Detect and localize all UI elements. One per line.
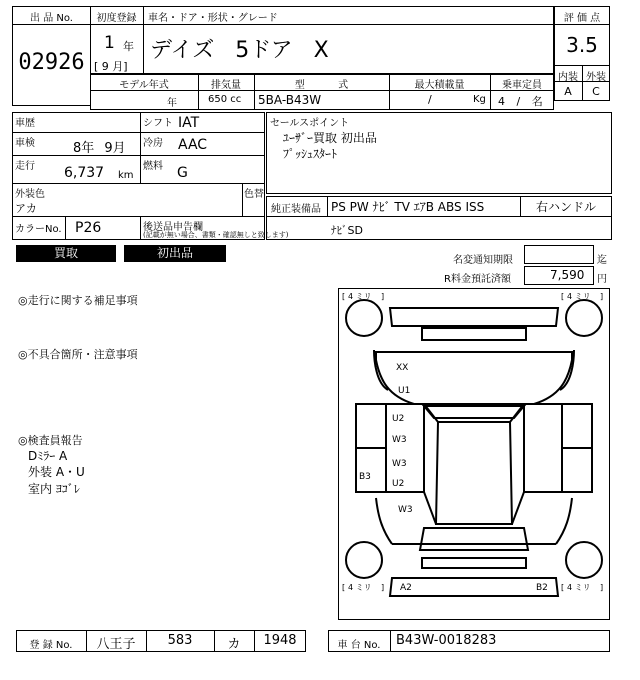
inspection-label: 車検 [15, 138, 35, 149]
ac-value: AAC [178, 137, 208, 153]
first-reg-year: 1 [104, 33, 115, 53]
exterior-grade: C [592, 85, 600, 98]
car-name-label: 車名・ドア・形状・グレード [148, 13, 278, 24]
equipment-value: PS PW ﾅﾋﾞ TV ｴｱB ABS ISS [331, 200, 485, 214]
displacement-label: 排気量 [211, 80, 241, 91]
inspector-line-2: 外装 A・U [28, 465, 85, 479]
wheel-front-right [566, 300, 602, 336]
plate-label: 登 録 No. [29, 640, 73, 651]
handle-value: 右ハンドル [535, 200, 596, 214]
score-value: 3.5 [566, 33, 598, 57]
interior-label: 内装 [558, 72, 578, 83]
inspector-line-3: 室内 ﾖｺﾞﾚ [28, 482, 80, 496]
sales-point-2: ﾌﾟｯｼｭｽﾀｰﾄ [283, 147, 338, 161]
rear-window [420, 528, 528, 550]
color-no-label: カラーNo. [15, 224, 62, 235]
svg-text:[: [ [342, 583, 346, 592]
svg-text:]: ] [381, 583, 385, 592]
mark-b3: B3 [359, 472, 371, 482]
extra-equipment: ﾅﾋﾞSD [331, 224, 363, 237]
tire-label-rear-right [561, 583, 603, 592]
max-load-label: 最大積載量 [414, 80, 465, 91]
mileage-label: 走行 [15, 161, 35, 172]
front-bumper [390, 308, 558, 326]
capacity: 4 / 名 [498, 95, 543, 108]
wheel-rear-left [346, 542, 382, 578]
tire-text-fl: 4 ミリ [348, 292, 372, 301]
plate-number: 1948 [263, 633, 297, 648]
mark-xx: XX [396, 363, 409, 373]
score-label: 評 価 点 [563, 13, 601, 24]
plate-kana: カ [227, 637, 241, 652]
type-label: 型 式 [294, 80, 349, 91]
defects-label: ◎不具合箇所・注意事項 [18, 348, 138, 361]
mark-w3-rear: W3 [398, 505, 413, 515]
model-year-label: モデル年式 [119, 80, 169, 91]
roof-rear-bar-r [512, 492, 524, 524]
front-grille [422, 328, 526, 340]
model-year-unit: 年 [167, 98, 177, 109]
ext-color-label: 外装色 [15, 189, 45, 200]
side-left-rear [356, 448, 386, 492]
svg-text:]: ] [600, 583, 604, 592]
wheel-rear-right [566, 542, 602, 578]
sales-point-1: ﾕｰｻﾞｰ買取 初出品 [283, 131, 377, 145]
driving-notes-label: ◎走行に関する補足事項 [18, 294, 138, 307]
plate-region: 八王子 [96, 637, 136, 652]
svg-text:[: [ [561, 583, 565, 592]
post-declare-label: 後送品申告欄 [143, 222, 203, 233]
mileage-value: 6,737 [64, 165, 105, 181]
sales-point-label: セールスポイント [270, 118, 350, 129]
hood-outline [376, 352, 572, 404]
mark-w3-front: W3 [392, 435, 407, 445]
svg-text:]: ] [600, 292, 604, 301]
svg-text:[: [ [561, 292, 565, 301]
capacity-label: 乗車定員 [502, 80, 542, 91]
first-reg-year-unit: 年 [123, 40, 134, 53]
inspection-value: 8年 9月 [73, 141, 126, 156]
plate-class: 583 [167, 633, 193, 648]
max-load-unit: Kg [473, 94, 486, 105]
mark-a2: A2 [400, 583, 412, 593]
exterior-label: 外装 [586, 72, 606, 83]
roof-panel [436, 422, 512, 524]
name-change-label: 名変通知期限 [453, 255, 513, 266]
car-name: デイズ 5ドア X [150, 38, 329, 63]
tire-text-fr: 4 ミリ [567, 292, 591, 301]
wheel-front-left [346, 300, 382, 336]
name-change-box [524, 245, 594, 264]
fuel-value: G [177, 165, 188, 181]
mark-w3-mid: W3 [392, 459, 407, 469]
lot-number-label: 出 品 No. [30, 13, 73, 24]
tire-label-rear-left [342, 583, 384, 592]
chassis-number: B43W-0018283 [396, 633, 497, 648]
ac-label: 冷房 [143, 138, 163, 149]
tag-buyback: 買取 [16, 245, 116, 262]
svg-text:]: ] [381, 292, 385, 301]
model-type: 5BA-B43W [258, 93, 322, 107]
side-right-front [562, 404, 592, 448]
roof-rear-bar [424, 492, 436, 524]
interior-grade: A [564, 85, 572, 98]
mark-b2: B2 [536, 583, 548, 593]
side-left-front [356, 404, 386, 448]
chassis-label: 車 台 No. [337, 640, 381, 651]
shift-value: IAT [178, 115, 200, 131]
tire-text-rr: 4 ミリ [567, 583, 591, 592]
inspector-label: ◎検査員報告 [18, 434, 83, 447]
name-change-unit: 迄 [597, 255, 607, 266]
repaint-label: 色替 [244, 189, 264, 200]
lot-number: 02926 [18, 50, 85, 75]
body-right [524, 404, 562, 492]
recycle-amount: 7,590 [550, 268, 585, 282]
first-reg-month: [ 9 月] [94, 60, 128, 73]
shift-label: シフト [143, 118, 173, 129]
damage-diagram [338, 288, 610, 620]
side-right-rear [562, 448, 592, 492]
rear-fender-left [376, 498, 392, 544]
rear-bumper [390, 578, 558, 596]
displacement: 650 cc [208, 94, 242, 105]
recycle-label: R料金預託済額 [444, 274, 511, 285]
tire-text-rl: 4 ミリ [348, 583, 372, 592]
mark-u2-front: U2 [392, 414, 405, 424]
first-reg-label: 初度登録 [96, 13, 137, 24]
equipment-label: 純正装備品 [271, 204, 321, 215]
post-declare-note: (記載が無い場合、書類・確認無しと致します) [143, 231, 289, 239]
history-label: 車歴 [15, 118, 35, 129]
mileage-unit: km [118, 170, 134, 181]
inspector-line-1: Dﾐﾗｰ A [28, 449, 68, 463]
windshield [424, 406, 524, 418]
mark-u2-rear: U2 [392, 479, 405, 489]
mark-u1: U1 [398, 386, 411, 396]
recycle-unit: 円 [597, 274, 607, 285]
max-load: / [428, 93, 432, 106]
fuel-label: 燃料 [143, 161, 163, 172]
svg-text:[: [ [342, 292, 346, 301]
tag-first-listing: 初出品 [124, 245, 226, 262]
color-no-value: P26 [75, 220, 102, 236]
rear-fender-right [556, 498, 572, 544]
ext-color-value: アカ [15, 202, 37, 215]
rear-light-bar [422, 558, 526, 568]
